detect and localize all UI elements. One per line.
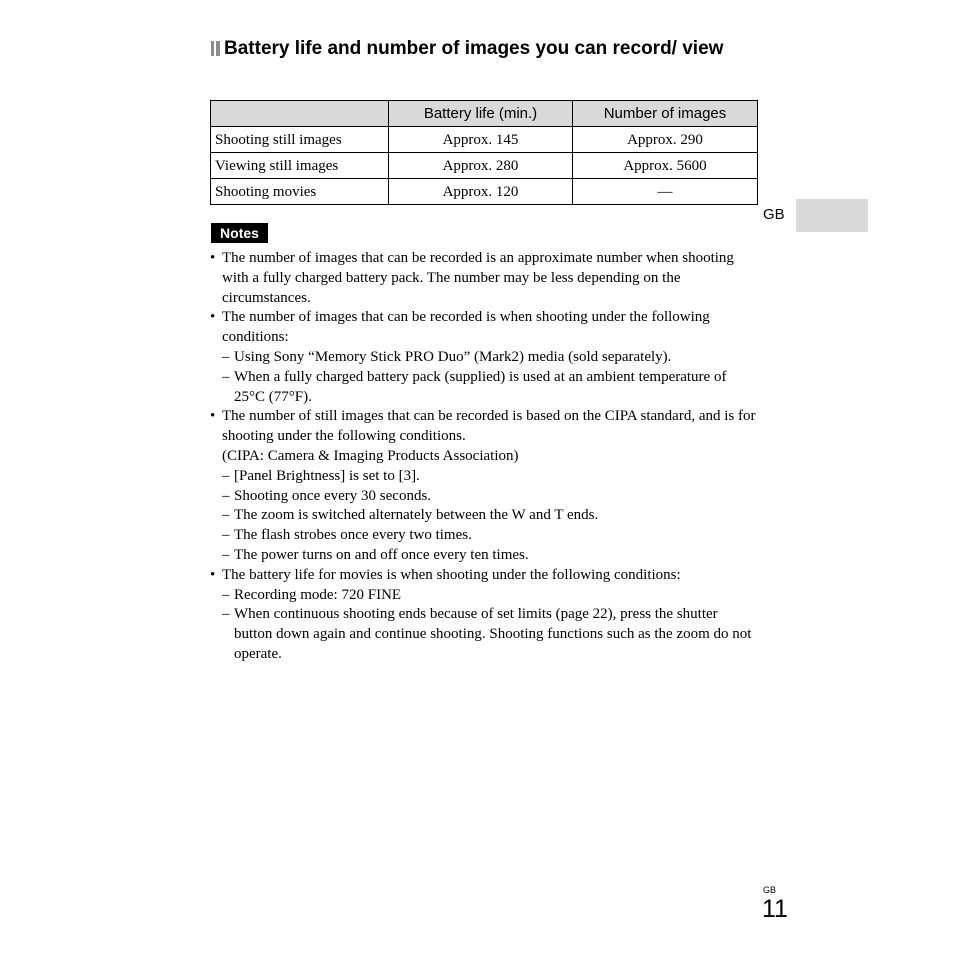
note-subitem [222, 487, 757, 507]
note-text: The battery life for movies is when shooting under the following conditions: [222, 566, 681, 583]
table-row [211, 179, 758, 205]
dash-icon: – [222, 527, 230, 544]
note-subitem-text: The flash strobes once every two times. [234, 527, 472, 544]
note-subitem-text: The zoom is switched alternately between the W and T ends. [234, 507, 599, 524]
note-subitem [222, 506, 757, 526]
note-subitem [222, 467, 757, 487]
note-item [210, 308, 757, 407]
bullet-icon: • [210, 250, 216, 266]
note-subitem-text: Recording mode: 720 FINE [234, 586, 402, 603]
dash-icon: – [222, 546, 230, 563]
table-row [211, 127, 758, 153]
table-cell: Approx. 145 [389, 127, 573, 153]
note-subitem-text: Shooting once every 30 seconds. [234, 487, 432, 504]
note-subitem [222, 586, 757, 606]
heading-marker-icon [211, 41, 220, 56]
dash-icon: – [222, 586, 230, 603]
note-text: The number of images that can be recorded is an approximate number when shooting with a fully charged battery pack. The number may be less depending on the circumstances. [222, 250, 734, 306]
table-header-cell: Number of images [573, 101, 758, 127]
note-subitem [222, 526, 757, 546]
table-cell: Approx. 5600 [573, 153, 758, 179]
bullet-icon: • [210, 408, 216, 425]
section-heading [211, 37, 771, 60]
footer-lang-label: GB [763, 885, 777, 895]
table-header-cell: Battery life (min.) [389, 101, 573, 127]
notes-list [210, 249, 757, 665]
heading-title: Battery life and number of images you can record/ view [224, 38, 724, 59]
table-cell: Approx. 290 [573, 127, 758, 153]
note-text: The number of still images that can be recorded is based on the CIPA standard, and is for shooting under the following conditions. [222, 408, 756, 445]
side-tab [796, 199, 868, 232]
table-cell: Shooting still images [211, 127, 389, 153]
battery-table [210, 100, 758, 205]
dash-icon: – [222, 606, 230, 623]
note-subitem [222, 368, 757, 408]
bullet-icon: • [210, 566, 216, 583]
note-item [210, 249, 757, 308]
note-text: The number of images that can be recorded is when shooting under the following conditions: [222, 309, 710, 346]
note-subitem [222, 605, 757, 664]
table-row [211, 153, 758, 179]
note-item [210, 407, 757, 565]
dash-icon: – [222, 507, 230, 524]
bullet-icon: • [210, 309, 216, 326]
dash-icon: – [222, 467, 230, 484]
note-subitem [222, 348, 757, 368]
table-cell: Approx. 120 [389, 179, 573, 205]
note-subitem-text: Using Sony “Memory Stick PRO Duo” (Mark2) media (sold separately). [234, 348, 672, 365]
note-extra-text: (CIPA: Camera & Imaging Products Association) [222, 447, 519, 464]
note-subitem-text: When continuous shooting ends because of set limits (page 22), press the shutter button down again and continue shooting. Shooting functions such as the zoom do not operate. [234, 606, 752, 662]
note-item [210, 566, 757, 665]
side-tab-label: GB [763, 206, 785, 223]
page-number: 11 [762, 895, 788, 923]
table-header-cell [211, 101, 389, 127]
note-subitem-text: When a fully charged battery pack (supplied) is used at an ambient temperature of 25°C (77°F). [234, 368, 727, 405]
dash-icon: – [222, 368, 230, 385]
notes-badge: Notes [211, 223, 268, 243]
note-subitem-text: The power turns on and off once every ten times. [234, 546, 529, 563]
table-header-row [211, 101, 758, 127]
note-subitem [222, 546, 757, 566]
dash-icon: – [222, 348, 230, 365]
table-cell: Approx. 280 [389, 153, 573, 179]
note-subitem-text: [Panel Brightness] is set to [3]. [234, 467, 420, 484]
table-cell: Shooting movies [211, 179, 389, 205]
table-cell: — [573, 179, 758, 205]
dash-icon: – [222, 487, 230, 504]
table-cell: Viewing still images [211, 153, 389, 179]
